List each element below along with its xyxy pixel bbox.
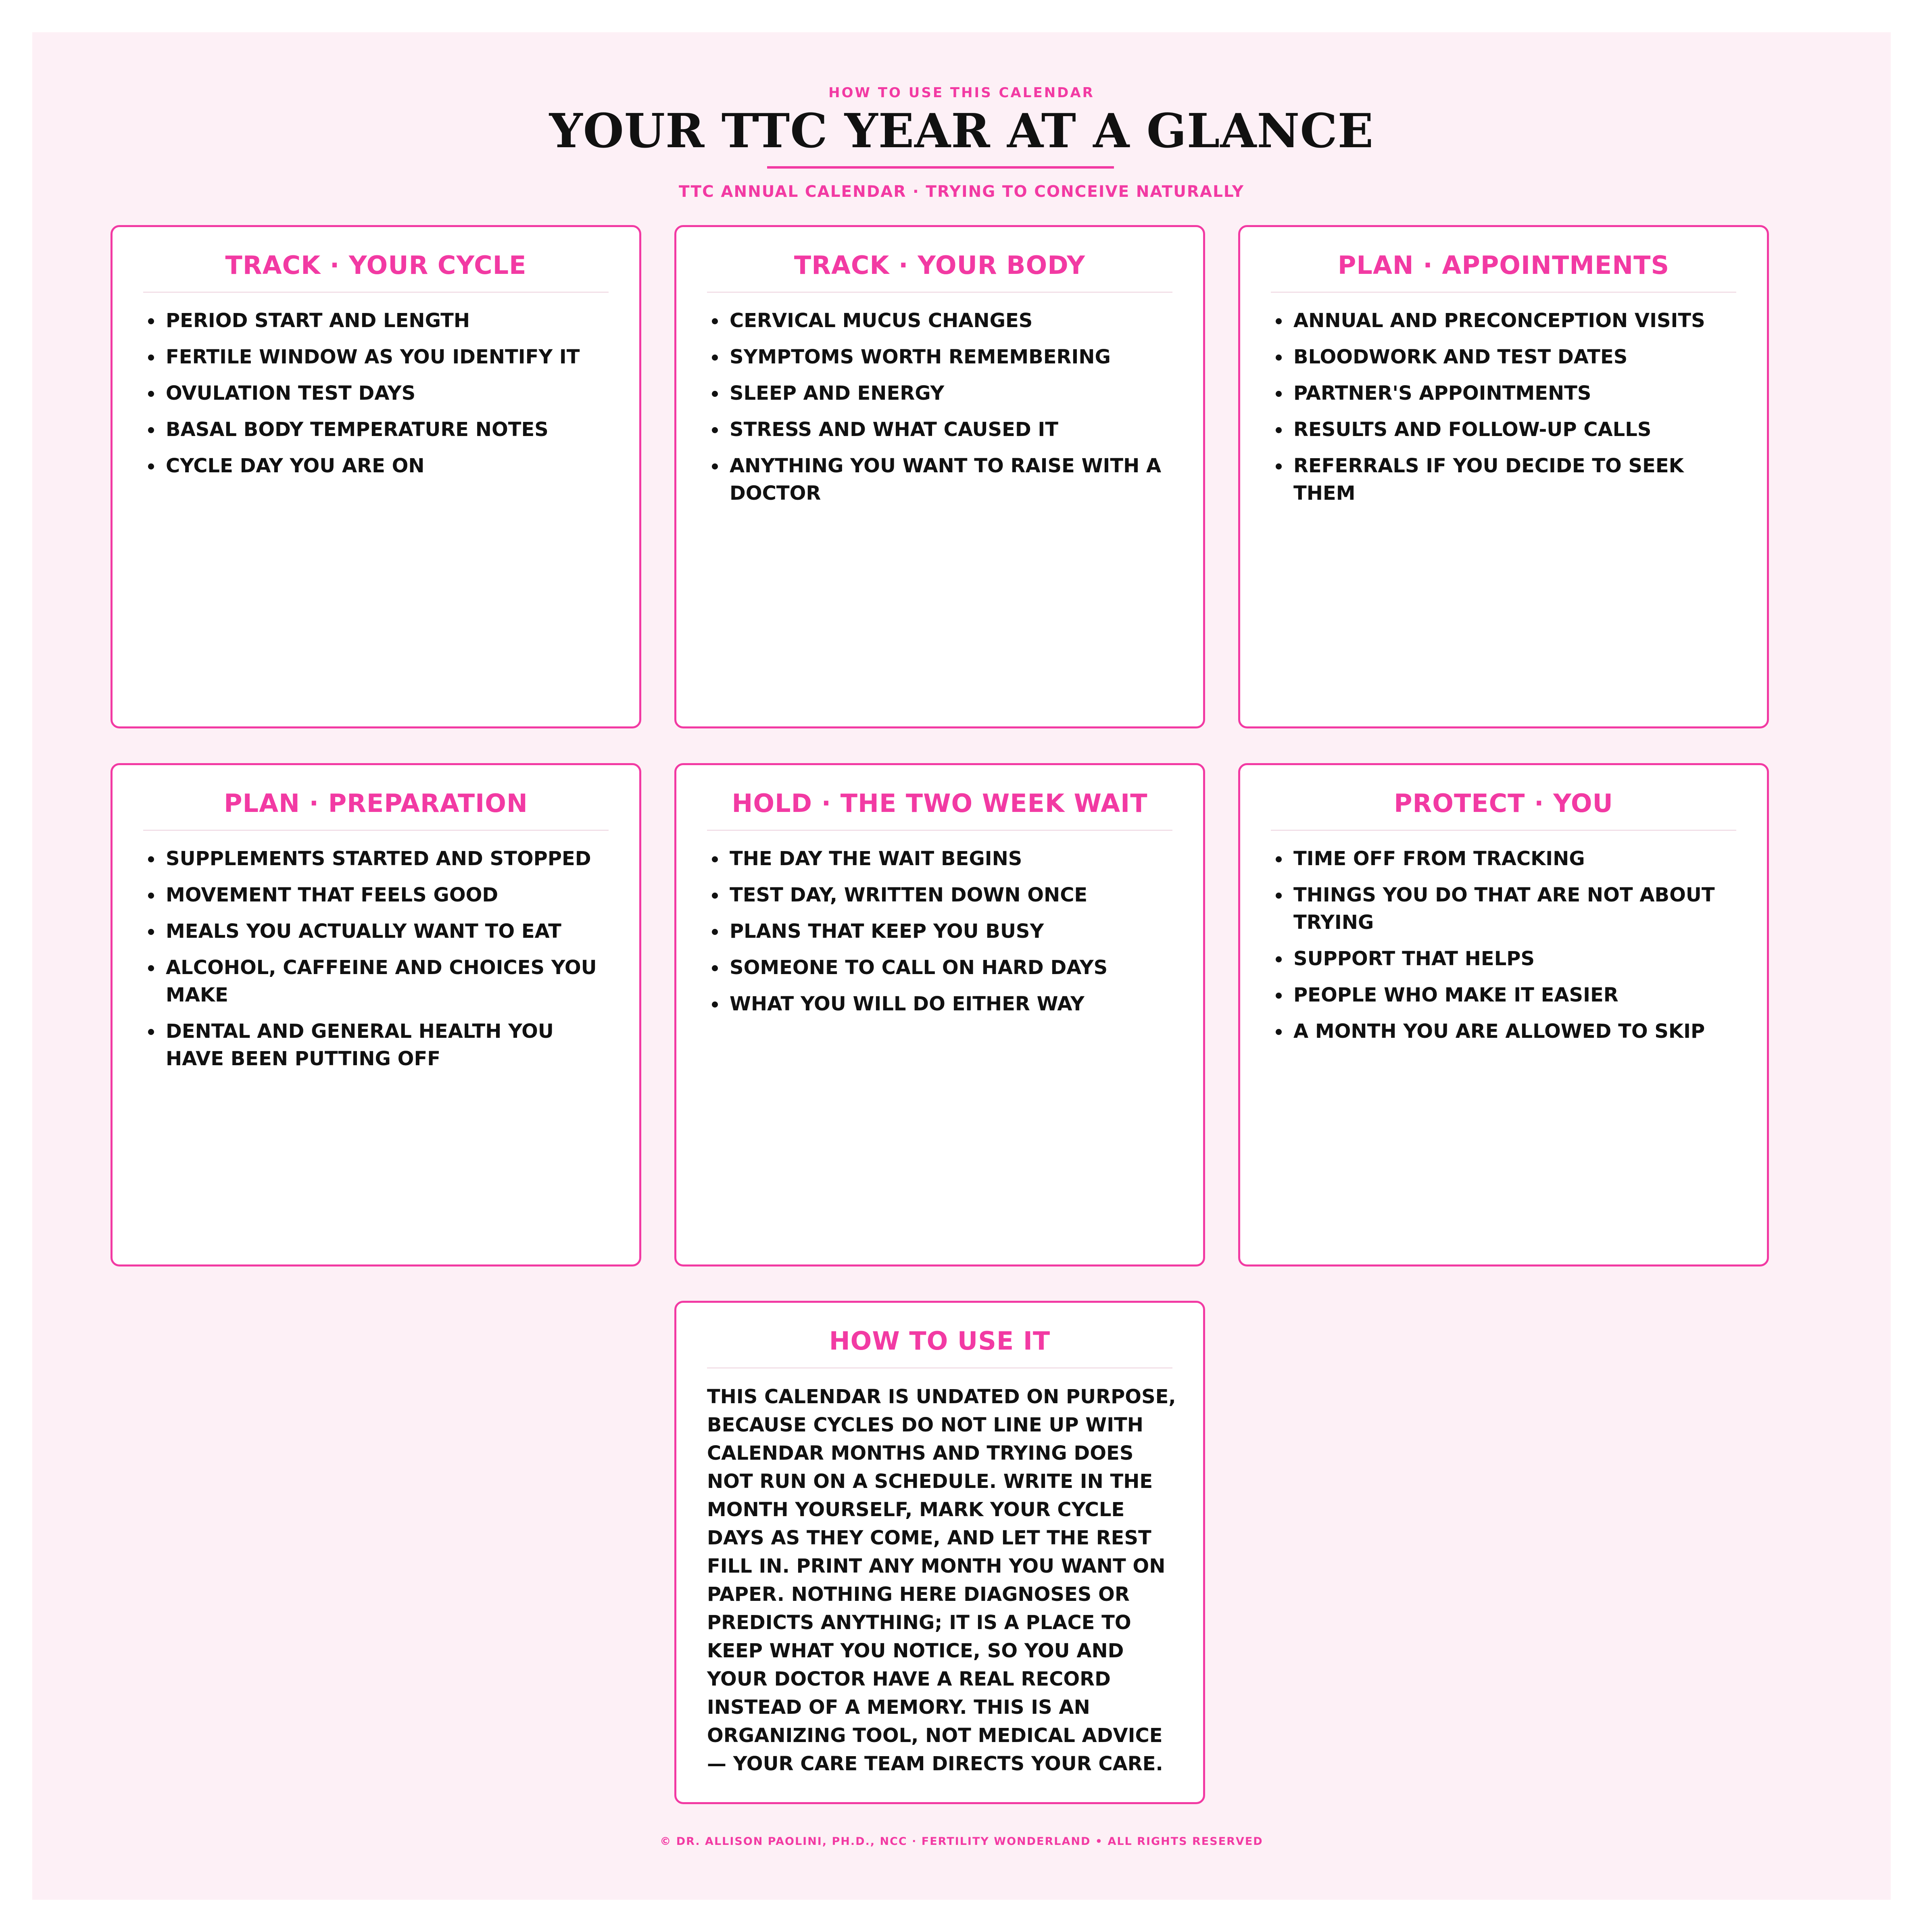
card-title: TRACK · YOUR CYCLE <box>225 250 527 280</box>
bullet-icon <box>712 929 718 935</box>
list-item <box>1271 307 1743 334</box>
list-item-text: STRESS AND WHAT CAUSED IT <box>730 418 1059 441</box>
card-list <box>143 845 615 1081</box>
list-item-text: PARTNER'S APPOINTMENTS <box>1293 382 1591 405</box>
page-title: YOUR TTC YEAR AT A GLANCE <box>549 104 1374 159</box>
bullet-icon <box>148 856 154 862</box>
list-item <box>143 343 615 371</box>
how-to-use-body: THIS CALENDAR IS UNDATED ON PURPOSE, BECAUSE CYCLES DO NOT LINE UP WITH CALENDAR MONTHS AND TRYING DOES NOT RUN ON A SCHEDULE. WRITE IN THE MONTH YOURSELF, MARK YOUR CYCLE DAYS AS THEY COME, AND LET THE REST FILL IN. PRINT ANY MONTH YOU WANT ON PAPER. NOTHING HERE DIAGNOSES OR PREDICTS ANYTHING; IT IS A PLACE TO KEEP WHAT YOU NOTICE, SO YOU AND YOUR DOCTOR HAVE A REAL RECORD INSTEAD OF A MEMORY. THIS IS AN ORGANIZING TOOL, NOT MEDICAL ADVICE — YOUR CARE TEAM DIRECTS YOUR CARE. <box>707 1385 1176 1775</box>
bullet-icon <box>712 1001 718 1008</box>
list-item-text: TEST DAY, WRITTEN DOWN ONCE <box>730 884 1088 906</box>
list-item-text: BLOODWORK AND TEST DATES <box>1293 346 1628 368</box>
list-item <box>1271 416 1743 443</box>
list-item-text: BASAL BODY TEMPERATURE NOTES <box>166 418 549 441</box>
card-title: PROTECT · YOU <box>1394 789 1613 818</box>
list-item-text: PLANS THAT KEEP YOU BUSY <box>730 920 1044 943</box>
card-title: PLAN · APPOINTMENTS <box>1337 250 1670 280</box>
card-title: PLAN · PREPARATION <box>224 789 528 818</box>
bullet-icon <box>1276 391 1282 397</box>
card-list <box>1271 845 1743 1054</box>
list-item-text: REFERRALS IF YOU DECIDE TO SEEK THEM <box>1293 455 1684 505</box>
list-item-text: MOVEMENT THAT FEELS GOOD <box>166 884 498 906</box>
bullet-icon <box>712 391 718 397</box>
list-item-text: SYMPTOMS WORTH REMEMBERING <box>730 346 1111 368</box>
card-divider <box>707 292 1172 293</box>
list-item-text: ANNUAL AND PRECONCEPTION VISITS <box>1293 309 1705 332</box>
list-item <box>1271 1018 1743 1045</box>
bullet-icon <box>148 1029 154 1035</box>
bullet-icon <box>1276 463 1282 469</box>
list-item <box>1271 380 1743 407</box>
list-item <box>143 307 615 334</box>
list-item <box>707 416 1179 443</box>
bullet-icon <box>148 355 154 361</box>
list-item <box>143 845 615 872</box>
card-track-your-cycle <box>111 225 641 728</box>
card-plan-preparation <box>111 763 641 1266</box>
list-item <box>143 918 615 945</box>
list-item <box>1271 452 1743 507</box>
list-item <box>143 881 615 909</box>
list-item <box>707 343 1179 371</box>
list-item-text: FERTILE WINDOW AS YOU IDENTIFY IT <box>166 346 580 368</box>
card-plan-appointments <box>1238 225 1769 728</box>
copyright-footer: © DR. ALLISON PAOLINI, PH.D., NCC · FERTILITY WONDERLAND • ALL RIGHTS RESERVED <box>660 1835 1263 1848</box>
bullet-icon <box>148 929 154 935</box>
list-item <box>1271 945 1743 972</box>
header-kicker: HOW TO USE THIS CALENDAR <box>828 85 1095 101</box>
list-item <box>707 380 1179 407</box>
list-item-text: SLEEP AND ENERGY <box>730 382 945 405</box>
bullet-icon <box>712 463 718 469</box>
bullet-icon <box>1276 956 1282 962</box>
card-list <box>1271 307 1743 516</box>
calendar-sheet <box>32 32 1891 1900</box>
card-title: HOW TO USE IT <box>829 1326 1051 1356</box>
list-item-text: WHAT YOU WILL DO EITHER WAY <box>730 993 1085 1015</box>
list-item <box>143 452 615 480</box>
bullet-icon <box>712 355 718 361</box>
list-item <box>707 881 1179 909</box>
bullet-icon <box>712 856 718 862</box>
card-divider <box>707 830 1172 831</box>
list-item <box>1271 881 1743 936</box>
list-item-text: SUPPORT THAT HELPS <box>1293 947 1535 970</box>
bullet-icon <box>148 463 154 469</box>
bullet-icon <box>148 391 154 397</box>
card-list <box>707 845 1179 1027</box>
card-divider <box>143 292 609 293</box>
list-item <box>143 954 615 1009</box>
list-item-text: OVULATION TEST DAYS <box>166 382 416 405</box>
list-item-text: A MONTH YOU ARE ALLOWED TO SKIP <box>1293 1020 1705 1043</box>
list-item <box>1271 981 1743 1009</box>
list-item-text: PERIOD START AND LENGTH <box>166 309 470 332</box>
bullet-icon <box>148 318 154 324</box>
list-item <box>707 452 1179 507</box>
list-item-text: RESULTS AND FOLLOW-UP CALLS <box>1293 418 1652 441</box>
list-item-text: SOMEONE TO CALL ON HARD DAYS <box>730 956 1108 979</box>
card-list <box>707 307 1179 516</box>
list-item <box>1271 343 1743 371</box>
bullet-icon <box>1276 1029 1282 1035</box>
list-item-text: MEALS YOU ACTUALLY WANT TO EAT <box>166 920 561 943</box>
card-divider <box>1271 830 1736 831</box>
bullet-icon <box>1276 427 1282 433</box>
bullet-icon <box>1276 893 1282 899</box>
bullet-icon <box>1276 856 1282 862</box>
bullet-icon <box>148 893 154 899</box>
card-protect-you <box>1238 763 1769 1266</box>
bullet-icon <box>1276 993 1282 999</box>
card-divider <box>143 830 609 831</box>
list-item-text: THE DAY THE WAIT BEGINS <box>730 847 1022 870</box>
list-item-text: CYCLE DAY YOU ARE ON <box>166 455 425 477</box>
list-item <box>143 380 615 407</box>
bullet-icon <box>712 965 718 971</box>
bullet-icon <box>1276 355 1282 361</box>
bullet-icon <box>712 318 718 324</box>
list-item <box>707 845 1179 872</box>
list-item-text: ALCOHOL, CAFFEINE AND CHOICES YOU MAKE <box>166 956 597 1006</box>
list-item-text: ANYTHING YOU WANT TO RAISE WITH A DOCTOR <box>730 455 1162 505</box>
card-hold-two-week-wait <box>674 763 1205 1266</box>
list-item-text: THINGS YOU DO THAT ARE NOT ABOUT TRYING <box>1293 884 1715 934</box>
list-item-text: TIME OFF FROM TRACKING <box>1293 847 1585 870</box>
card-title: TRACK · YOUR BODY <box>794 250 1086 280</box>
list-item-text: CERVICAL MUCUS CHANGES <box>730 309 1033 332</box>
list-item <box>707 990 1179 1018</box>
list-item-text: PEOPLE WHO MAKE IT EASIER <box>1293 984 1618 1006</box>
card-title: HOLD · THE TWO WEEK WAIT <box>732 789 1148 818</box>
title-underline <box>767 166 1114 169</box>
list-item <box>707 954 1179 981</box>
bullet-icon <box>1276 318 1282 324</box>
list-item <box>1271 845 1743 872</box>
bullet-icon <box>148 427 154 433</box>
card-how-to-use-it <box>674 1301 1205 1804</box>
list-item-text: SUPPLEMENTS STARTED AND STOPPED <box>166 847 591 870</box>
card-list <box>143 307 615 488</box>
list-item <box>143 416 615 443</box>
bullet-icon <box>712 893 718 899</box>
list-item <box>143 1018 615 1072</box>
card-divider <box>707 1367 1172 1369</box>
card-divider <box>1271 292 1736 293</box>
bullet-icon <box>148 965 154 971</box>
page-subtitle: TTC ANNUAL CALENDAR · TRYING TO CONCEIVE NATURALLY <box>679 183 1244 201</box>
card-track-your-body <box>674 225 1205 728</box>
list-item-text: DENTAL AND GENERAL HEALTH YOU HAVE BEEN PUTTING OFF <box>166 1020 554 1070</box>
list-item <box>707 307 1179 334</box>
bullet-icon <box>712 427 718 433</box>
list-item <box>707 918 1179 945</box>
